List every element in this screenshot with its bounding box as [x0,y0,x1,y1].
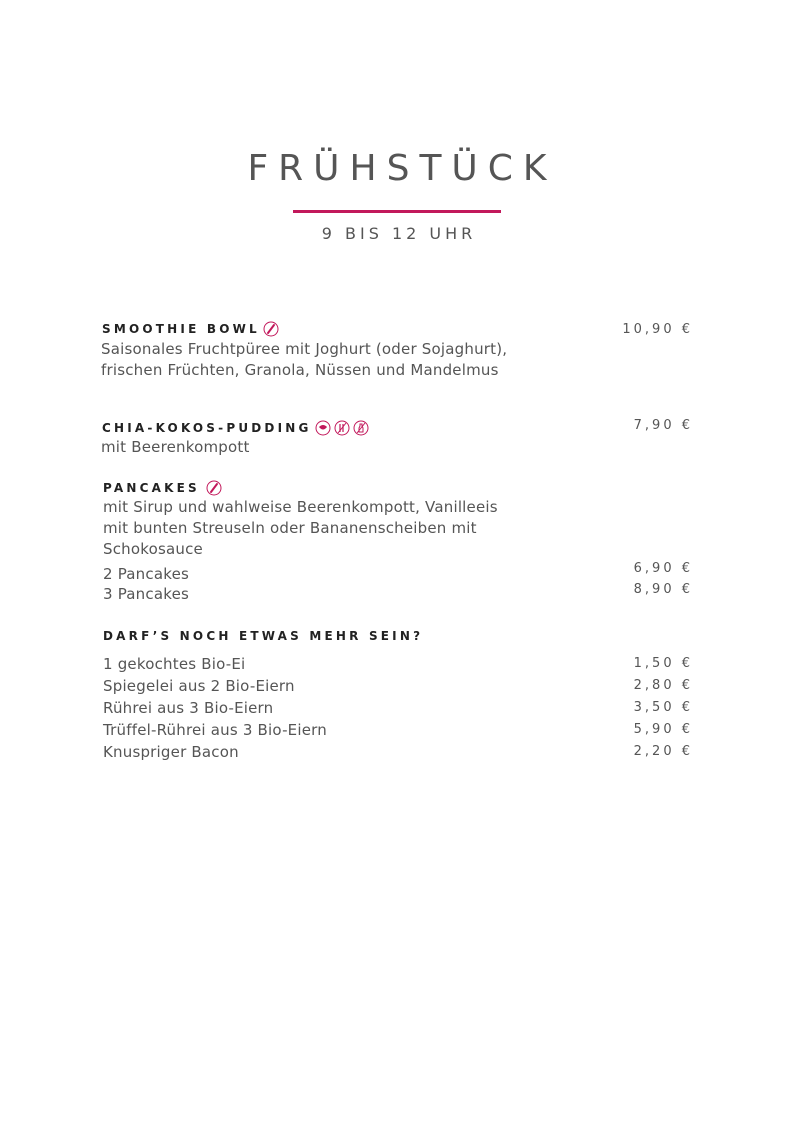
extras-row-price: 1,50 € [633,656,693,671]
page-subtitle: 9 BIS 12 UHR [321,224,477,243]
extras-row-label: 1 gekochtes Bio-Ei [103,655,246,673]
menu-item-price: 10,90 € [622,322,693,337]
extras-row-price: 5,90 € [633,722,693,737]
gluten-free-icon [334,420,350,436]
menu-item-name [102,420,369,436]
description-line: frischen Früchten, Granola, Nüssen und Mandelmus [101,361,499,379]
extras-row-price: 2,20 € [633,744,693,759]
description-line: mit bunten Streuseln oder Bananenscheiben mit [103,519,477,537]
extras-row-label: Trüffel-Rührei aus 3 Bio-Eiern [103,721,327,739]
vegan-icon [315,420,331,436]
extras-row-price: 2,80 € [633,678,693,693]
extras-heading: DARF’S NOCH ETWAS MEHR SEIN? [103,629,424,643]
extras-row-label: Rührei aus 3 Bio-Eiern [103,699,274,717]
menu-item-name [103,480,222,496]
item-name-text: PANCAKES [103,481,200,495]
extras-row-label: Spiegelei aus 2 Bio-Eiern [103,677,295,695]
item-name-text: SMOOTHIE BOWL [102,322,260,336]
option-label: 3 Pancakes [103,585,190,603]
vegetarian-icon [206,480,222,496]
title-divider [293,210,501,213]
menu-item-name [102,321,279,337]
menu-item-description [103,497,498,560]
option-label: 2 Pancakes [103,565,190,583]
extras-row-label: Knuspriger Bacon [103,743,239,761]
description-line: Saisonales Fruchtpüree mit Joghurt (oder Sojaghurt), [101,340,508,358]
lactose-free-icon [353,420,369,436]
option-price: 6,90 € [633,561,693,576]
page-title: FRÜHSTÜCK [247,148,557,189]
option-price: 8,90 € [633,582,693,597]
menu-item-description [101,437,250,458]
item-name-text: CHIA-KOKOS-PUDDING [102,421,312,435]
description-line: mit Beerenkompott [101,438,250,456]
vegetarian-icon [263,321,279,337]
extras-row-price: 3,50 € [633,700,693,715]
description-line: mit Sirup und wahlweise Beerenkompott, Vanilleeis [103,498,498,516]
menu-item-description [101,339,507,381]
menu-item-price: 7,90 € [633,418,693,433]
description-line: Schokosauce [103,540,203,558]
